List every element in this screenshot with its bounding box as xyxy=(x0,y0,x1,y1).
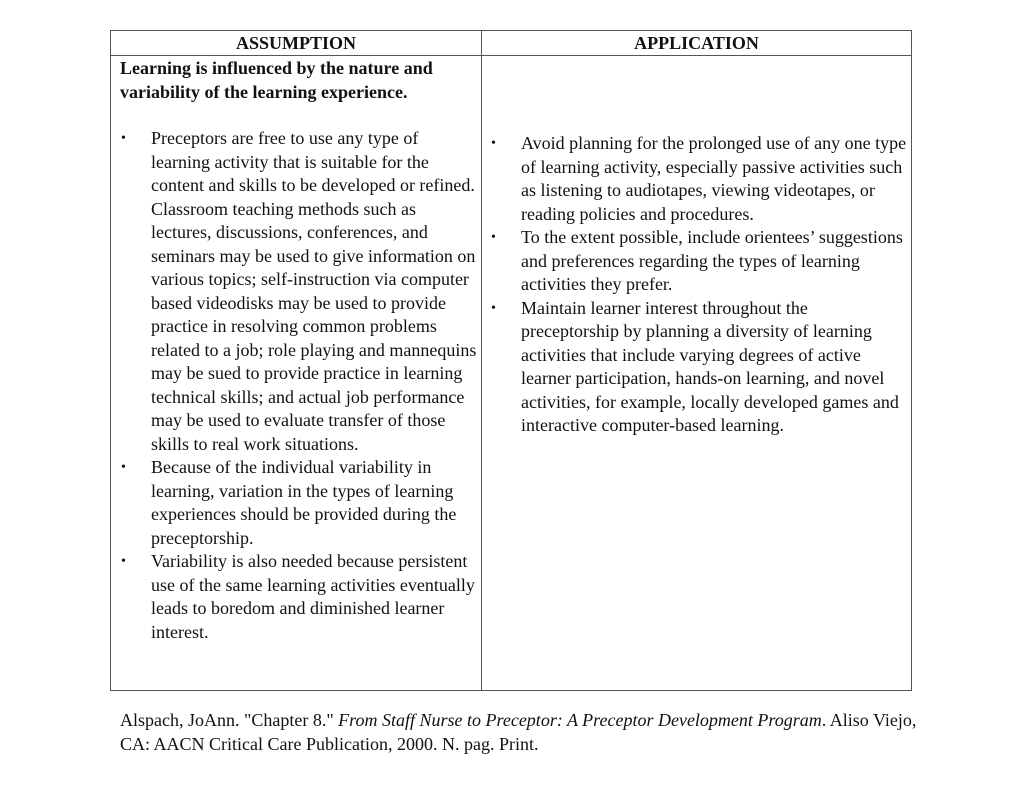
list-item-text: Maintain learner interest throughout the preceptorship by planning a diversity of learning activities that include varying degrees of active learner participation, hands-on learning, and novel activities, for example, locally developed games and interactive computer-based learning. xyxy=(521,297,899,435)
list-item-text: Because of the individual variability in learning, variation in the types of learning experiences should be provided during the preceptorship. xyxy=(151,457,457,548)
list-item-text: Variability is also needed because persistent use of the same learning activities eventually leads to boredom and diminished learner interest. xyxy=(151,551,475,642)
bullet-icon: • xyxy=(121,554,126,569)
list-item xyxy=(490,132,910,226)
citation xyxy=(120,708,920,756)
list-item xyxy=(490,297,910,438)
list-item xyxy=(120,127,480,456)
assumption-bullet-list xyxy=(120,127,480,644)
assumption-heading: Learning is influenced by the nature and variability of the learning experience. xyxy=(120,58,433,102)
bullet-icon: • xyxy=(491,136,496,151)
bullet-icon: • xyxy=(491,230,496,245)
list-item xyxy=(120,456,480,550)
header-application: APPLICATION xyxy=(634,33,759,53)
application-cell xyxy=(490,132,910,438)
list-item-text: To the extent possible, include orientees’ suggestions and preferences regarding the types of learning activities they prefer. xyxy=(521,227,903,294)
citation-author-chapter: Alspach, JoAnn. "Chapter 8." xyxy=(120,710,339,730)
list-item xyxy=(490,226,910,297)
assumption-application-table xyxy=(110,30,912,691)
citation-publication: . Aliso Viejo, CA: AACN Critical Care Publication, 2000. N. pag. Print. xyxy=(120,710,917,754)
list-item-text: Avoid planning for the prolonged use of any one type of learning activity, especially passive activities such as listening to audiotapes, viewing videotapes, or reading policies and procedures. xyxy=(521,133,907,224)
application-bullet-list xyxy=(490,132,910,438)
header-assumption: ASSUMPTION xyxy=(235,33,356,53)
list-item xyxy=(120,550,480,644)
table-header-row xyxy=(111,31,911,56)
column-divider xyxy=(481,31,482,690)
list-item-text: Preceptors are free to use any type of learning activity that is suitable for the content and skills to be developed or refined. Classroom teaching methods such as lectures, discussions, conferences, and seminars may be used to give information on various topics; self-instruction via computer based videodisks may be used to provide practice in resolving common problems related to a job; role playing and mannequins may be sued to provide practice in learning technical skills; and actual job performance may be used to evaluate transfer of those skills to real work situations. xyxy=(151,128,477,454)
citation-title: From Staff Nurse to Preceptor: A Preceptor Development Program xyxy=(338,710,822,730)
bullet-icon: • xyxy=(121,460,126,475)
bullet-icon: • xyxy=(121,131,126,146)
bullet-icon: • xyxy=(491,300,496,316)
assumption-cell xyxy=(120,57,480,644)
